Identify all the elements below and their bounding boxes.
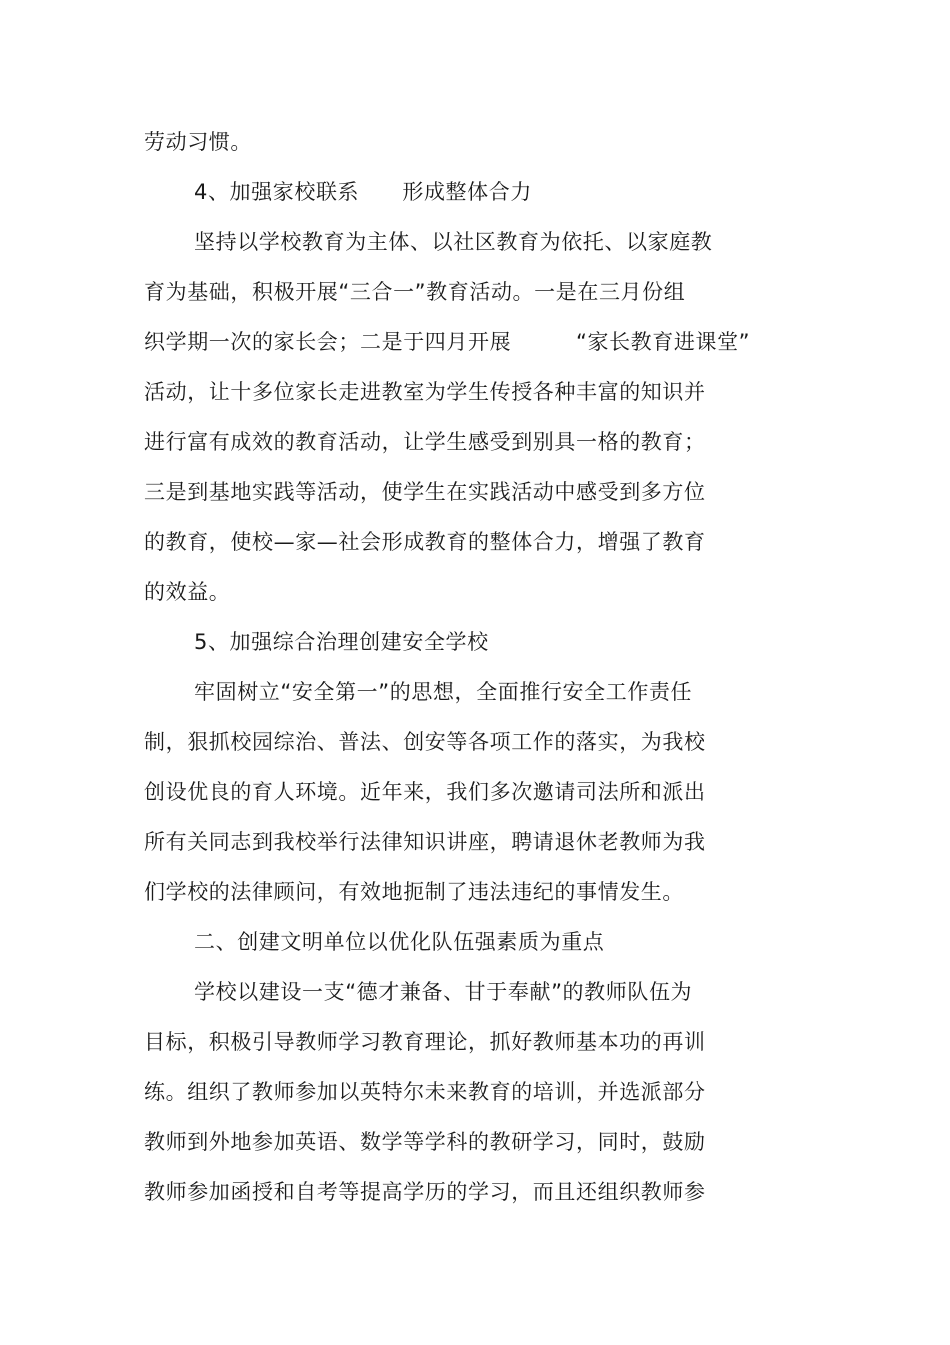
heading-4: 4、加强家校联系 形成整体合力: [194, 180, 532, 204]
text-line-9: 的教育，使校—家—社会形成教育的整体合力，增强了教育: [144, 530, 706, 554]
text-line-10: 的效益。: [144, 580, 231, 604]
text-line-16: 们学校的法律顾问，有效地扼制了违法违纪的事情发生。: [144, 880, 684, 904]
text-line-18: 学校以建设一支“德才兼备、甘于奉献”的教师队伍为: [194, 980, 693, 1004]
text-line-6: 活动，让十多位家长走进教室为学生传授各种丰富的知识并: [144, 380, 706, 404]
text-line-7: 进行富有成效的教育活动，让学生感受到别具一格的教育；: [144, 430, 706, 454]
text-line-21: 教师到外地参加英语、数学等学科的教研学习，同时，鼓励: [144, 1130, 706, 1154]
heading-section-2: 二、创建文明单位以优化队伍强素质为重点: [194, 930, 605, 954]
heading-5: 5、加强综合治理创建安全学校: [194, 630, 489, 654]
text-line-12: 牢固树立“安全第一”的思想，全面推行安全工作责任: [194, 680, 693, 704]
text-line-5: 织学期一次的家长会；二是于四月开展 “家长教育进课堂”: [144, 330, 751, 354]
text-line-14: 创设优良的育人环境。近年来，我们多次邀请司法所和派出: [144, 780, 706, 804]
text-line-19: 目标，积极引导教师学习教育理论，抓好教师基本功的再训: [144, 1030, 706, 1054]
text-line-3: 坚持以学校教育为主体、以社区教育为依托、以家庭教: [194, 230, 713, 254]
text-line-1: 劳动习惯。: [144, 130, 252, 154]
text-line-4: 育为基础，积极开展“三合一”教育活动。一是在三月份组: [144, 280, 686, 304]
text-line-13: 制，狠抓校园综治、普法、创安等各项工作的落实，为我校: [144, 730, 706, 754]
text-line-22: 教师参加函授和自考等提高学历的学习，而且还组织教师参: [144, 1180, 706, 1204]
text-line-20: 练。组织了教师参加以英特尔未来教育的培训，并选派部分: [144, 1080, 706, 1104]
text-line-8: 三是到基地实践等活动，使学生在实践活动中感受到多方位: [144, 480, 706, 504]
text-line-15: 所有关同志到我校举行法律知识讲座，聘请退休老教师为我: [144, 830, 706, 854]
